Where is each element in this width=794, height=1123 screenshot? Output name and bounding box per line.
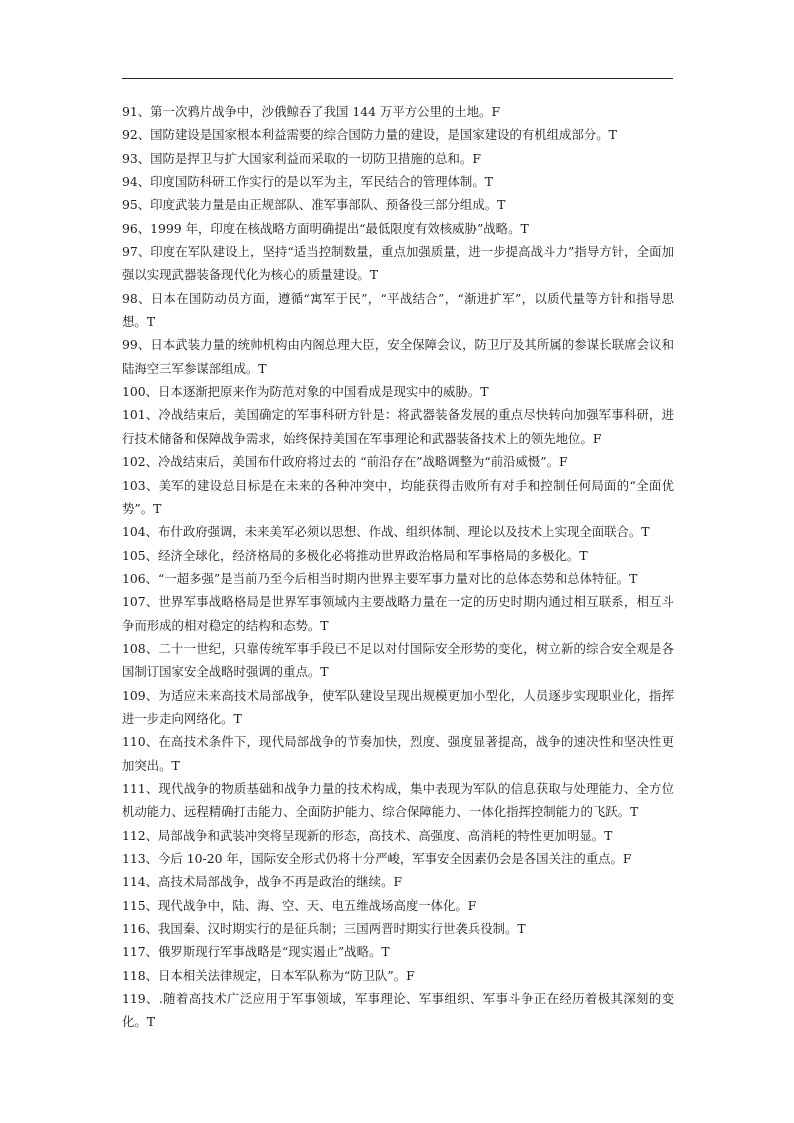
question-item: 115、现代战争中，陆、海、空、天、电五维战场高度一体化。F <box>122 897 477 913</box>
question-item: 108、二十一世纪，只靠传统军事手段已不足以对付国际安全形势的变化，树立新的综合安全观是各国制订国家安全战略时强调的重点。T <box>122 640 674 680</box>
question-item: 112、局部战争和武装冲突将呈现新的形态，高技术、高强度、高消耗的特性更加明显。T <box>122 827 613 843</box>
question-item: 93、国防是捍卫与扩大国家利益而采取的一切防卫措施的总和。F <box>122 150 481 166</box>
question-list <box>122 100 674 1034</box>
question-item: 101、冷战结束后，美国确定的军事科研方针是：将武器装备发展的重点尽快转向加强军事科研，进行技术储备和保障战争需求，始终保持美国在军事理论和武器装备技术上的领先地位。F <box>122 407 674 446</box>
question-item: 106、“一超多强”是当前乃至今后相当时期内世界主要军事力量对比的总体态势和总体特征。T <box>122 570 638 586</box>
question-item: 107、世界军事战略格局是世界军事领域内主要战略力量在一定的历史时期内通过相互联系，相互斗争而形成的相对稳定的结构和态势。T <box>122 594 674 633</box>
question-item: 98、日本在国防动员方面，遵循“寓军于民”，“平战结合”，“渐进扩军”，以质代量等方针和指导思想。T <box>122 290 674 330</box>
question-item: 116、我国秦、汉时期实行的是征兵制；三国两晋时期实行世袭兵役制。T <box>122 921 526 937</box>
question-item: 96、1999 年，印度在核战略方面明确提出“最低限度有效核威胁”战略。T <box>122 220 529 236</box>
question-item: 91、第一次鸦片战争中，沙俄鲸吞了我国 144 万平方公里的土地。F <box>122 104 501 119</box>
question-item: 118、日本相关法律规定，日本军队称为“防卫队”。F <box>122 967 415 983</box>
question-item: 119、.随着高技术广泛应用于军事领域，军事理论、军事组织、军事斗争正在经历着极其深刻的变化。T <box>122 991 674 1030</box>
header-rule <box>122 78 673 79</box>
question-item: 100、日本逐渐把原来作为防范对象的中国看成是现实中的威胁。T <box>122 384 489 400</box>
question-item: 109、为适应未来高技术局部战争，使军队建设呈现出规模更加小型化，人员逐步实现职业化，指挥进一步走向网络化。T <box>122 687 674 726</box>
question-item: 113、今后 10-20 年，国际安全形式仍将十分严峻，军事安全因素仍会是各国关注的重点。F <box>122 851 632 866</box>
question-item: 111、现代战争的物质基础和战争力量的技术构成，集中表现为军队的信息获取与处理能力、全方位机动能力、远程精确打击能力、全面防护能力、综合保障能力、一体化指挥控制能力的飞跃。T <box>122 780 674 820</box>
question-item: 95、印度武装力量是由正规部队、准军事部队、预备役三部分组成。T <box>122 197 506 213</box>
question-item: 104、布什政府强调，未来美军必须以思想、作战、组织体制、理论以及技术上实现全面联合。T <box>122 524 650 540</box>
question-item: 102、冷战结束后，美国布什政府将过去的 “前沿存在”战略调整为“前沿威慑”。F <box>122 454 568 470</box>
question-item: 105、经济全球化，经济格局的多极化必将推动世界政治格局和军事格局的多极化。T <box>122 547 588 563</box>
question-item: 99、日本武装力量的统帅机构由内阁总理大臣，安全保障会议，防卫厅及其所属的参谋长联席会议和陆海空三军参谋部组成。T <box>122 337 674 376</box>
question-item: 103、美军的建设总目标是在未来的各种冲突中，均能获得击败所有对手和控制任何局面的“全面优势”。T <box>122 477 674 516</box>
question-item: 92、国防建设是国家根本利益需要的综合国防力量的建设，是国家建设的有机组成部分。T <box>122 127 617 143</box>
question-item: 114、高技术局部战争，战争不再是政治的继续。F <box>122 874 403 890</box>
question-item: 97、印度在军队建设上，坚持“适当控制数量，重点加强质量，进一步提高战斗力”指导方针，全面加强以实现武器装备现代化为核心的质量建设。T <box>122 244 674 283</box>
question-item: 94、印度国防科研工作实行的是以军为主，军民结合的管理体制。T <box>122 174 493 190</box>
question-item: 117、俄罗斯现行军事战略是“现实遏止”战略。T <box>122 944 390 960</box>
question-item: 110、在高技术条件下，现代局部战争的节奏加快，烈度、强度显著提高，战争的速决性和坚决性更加突出。T <box>122 734 674 773</box>
